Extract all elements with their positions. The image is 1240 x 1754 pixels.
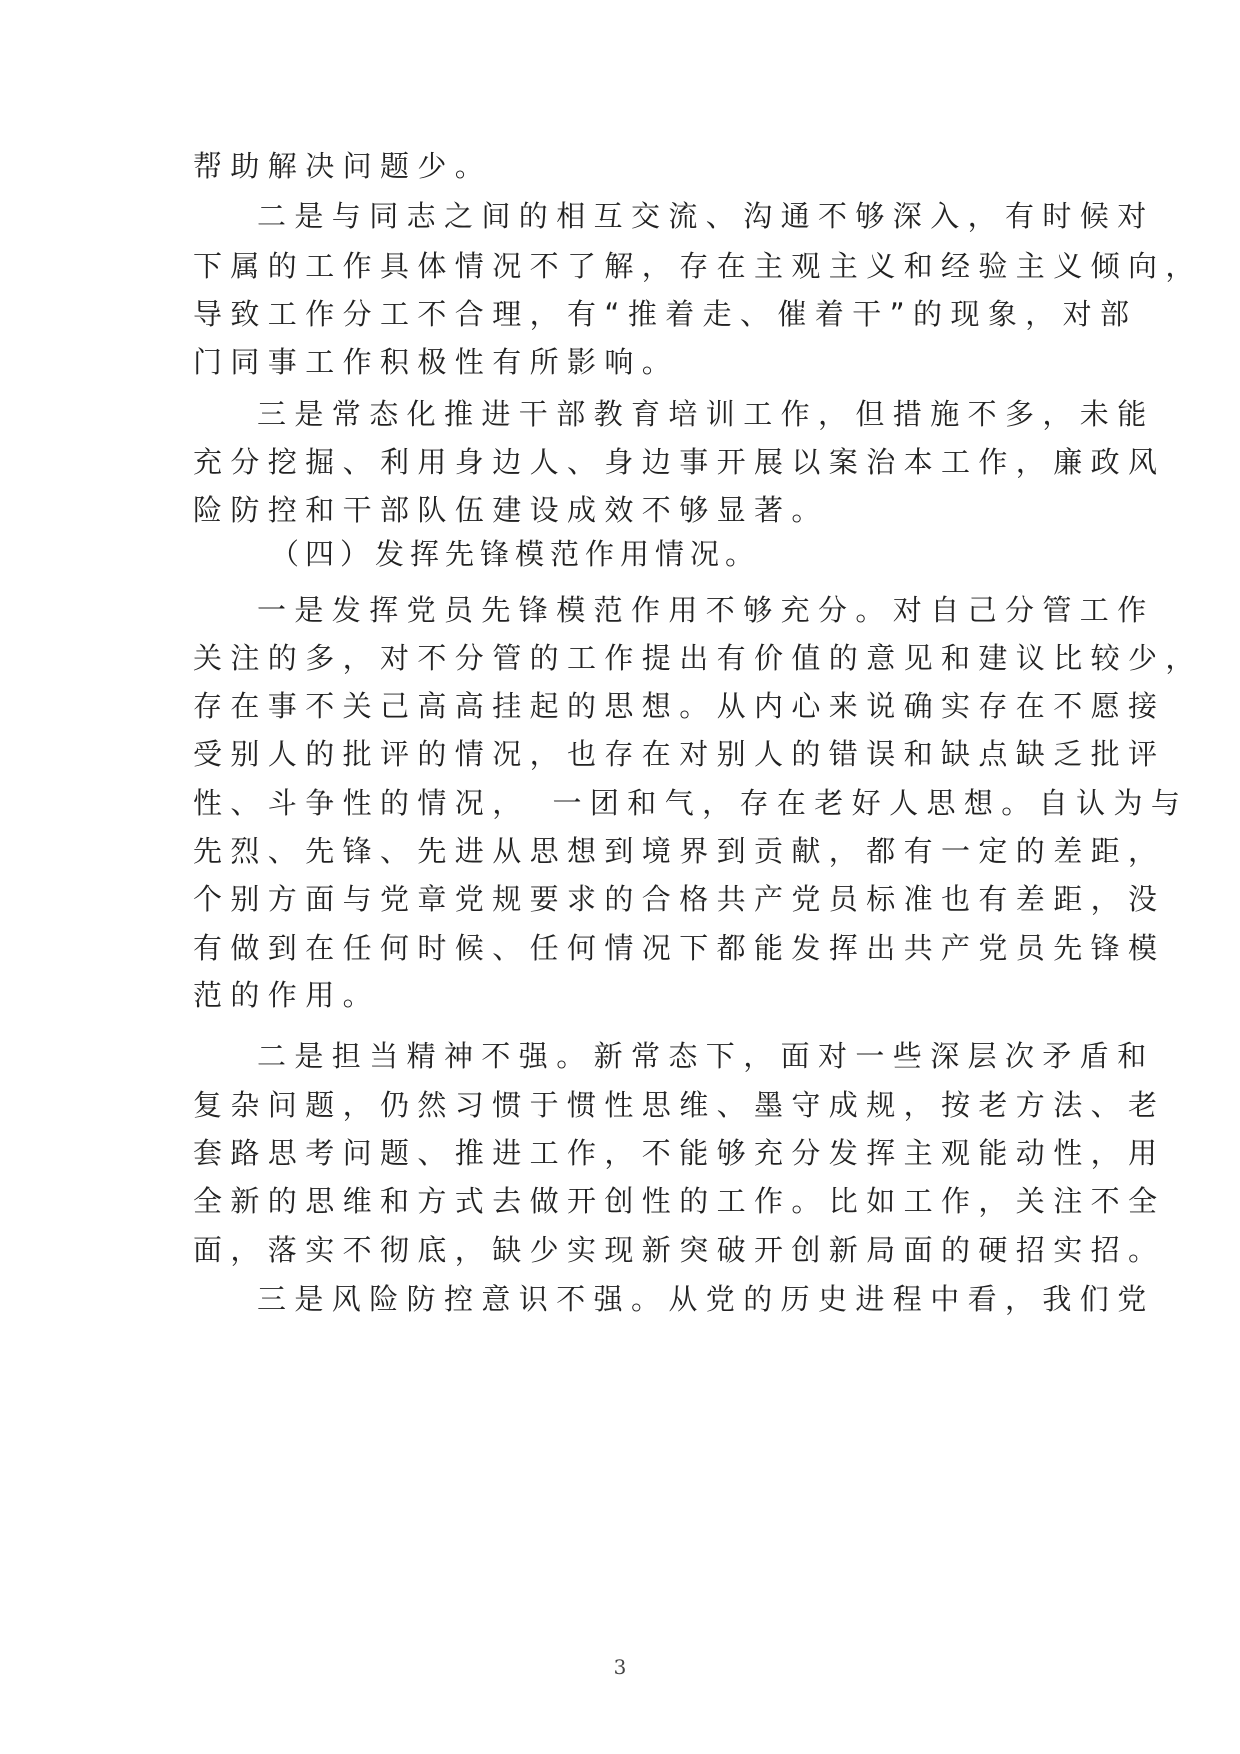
paragraph-2-line-2: 下属的工作具体情况不了解，存在主观主义和经验主义倾向，: [193, 249, 1203, 283]
paragraph-3-line-2: 充分挖掘、利用身边人、身边事开展以案治本工作，廉政风: [193, 445, 1166, 479]
paragraph-7-line-1: 三是风险防控意识不强。从党的历史进程中看，我们党: [257, 1282, 1155, 1316]
paragraph-1-line-1: 帮助解决问题少。: [193, 149, 493, 183]
paragraph-2-line-1: 二是与同志之间的相互交流、沟通不够深入，有时候对: [257, 199, 1155, 233]
paragraph-6-line-1: 二是担当精神不强。新常态下，面对一些深层次矛盾和: [257, 1039, 1155, 1073]
paragraph-5-line-1: 一是发挥党员先锋模范作用不够充分。对自己分管工作: [257, 593, 1155, 627]
paragraph-3-line-1: 三是常态化推进干部教育培训工作，但措施不多，未能: [257, 397, 1155, 431]
paragraph-6-line-4: 全新的思维和方式去做开创性的工作。比如工作，关注不全: [193, 1184, 1166, 1218]
paragraph-5-line-4: 受别人的批评的情况，也存在对别人的错误和缺点缺乏批评: [193, 737, 1166, 771]
paragraph-2-line-3: 导致工作分工不合理，有“推着走、催着干”的现象，对部: [193, 297, 1138, 331]
paragraph-5-line-2: 关注的多，对不分管的工作提出有价值的意见和建议比较少，: [193, 641, 1203, 675]
paragraph-6-line-2: 复杂问题，仍然习惯于惯性思维、墨守成规，按老方法、老: [193, 1088, 1166, 1122]
paragraph-5-line-3: 存在事不关己高高挂起的思想。从内心来说确实存在不愿接: [193, 689, 1166, 723]
paragraph-5-line-6: 先烈、先锋、先进从思想到境界到贡献，都有一定的差距，: [193, 834, 1166, 868]
paragraph-5-line-5: 性、斗争性的情况， 一团和气，存在老好人思想。自认为与: [193, 786, 1189, 820]
paragraph-5-line-7: 个别方面与党章党规要求的合格共产党员标准也有差距，没: [193, 882, 1166, 916]
paragraph-2-line-4: 门同事工作积极性有所影响。: [193, 345, 680, 379]
paragraph-5-line-8: 有做到在任何时候、任何情况下都能发挥出共产党员先锋模: [193, 931, 1166, 965]
paragraph-6-line-5: 面，落实不彻底，缺少实现新突破开创新局面的硬招实招。: [193, 1233, 1166, 1267]
page-number: 3: [613, 1655, 627, 1679]
paragraph-5-line-9: 范的作用。: [193, 978, 381, 1012]
paragraph-6-line-3: 套路思考问题、推进工作，不能够充分发挥主观能动性，用: [193, 1136, 1166, 1170]
paragraph-3-line-3: 险防控和干部队伍建设成效不够显著。: [193, 493, 829, 527]
section-heading: （四）发挥先锋模范作用情况。: [270, 537, 761, 571]
